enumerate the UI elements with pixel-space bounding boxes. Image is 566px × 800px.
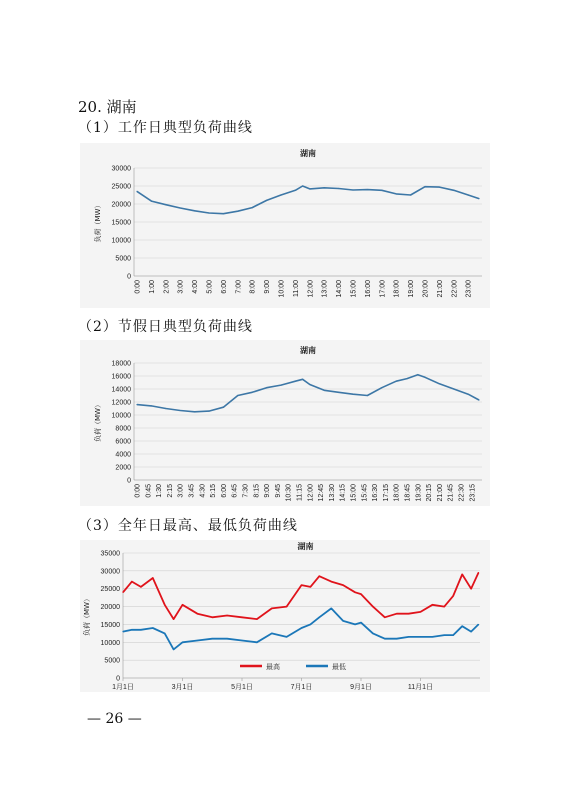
y-tick-label: 16000	[111, 373, 131, 381]
x-tick-label: 13:00	[321, 280, 329, 298]
x-tick-label: 2:15	[166, 484, 174, 498]
data-point	[468, 394, 469, 395]
data-point	[324, 187, 325, 188]
y-tick-label: 2000	[115, 464, 131, 472]
data-point	[478, 399, 479, 400]
y-tick-label: 0	[127, 273, 131, 281]
data-point	[241, 640, 242, 641]
data-point	[223, 407, 224, 408]
x-tick-label: 7:00	[235, 280, 243, 294]
data-point	[280, 194, 281, 195]
data-point	[136, 404, 137, 405]
y-tick-label: 8000	[115, 425, 131, 433]
section-title: 20. 湖南	[78, 98, 137, 116]
data-point	[453, 190, 454, 191]
data-point	[271, 608, 272, 609]
x-tick-label: 1月1日	[112, 684, 134, 691]
data-point	[439, 383, 440, 384]
data-point	[182, 604, 183, 605]
x-tick-label: 2:00	[163, 280, 171, 294]
y-tick-label: 30000	[100, 568, 120, 576]
data-point	[462, 626, 463, 627]
data-point	[331, 608, 332, 609]
data-point	[197, 640, 198, 641]
x-tick-label: 15:45	[361, 484, 369, 502]
x-tick-label: 11:15	[296, 484, 304, 501]
data-point	[182, 642, 183, 643]
data-point	[468, 194, 469, 195]
data-point	[237, 395, 238, 396]
x-tick-label: 5:00	[206, 280, 214, 294]
data-point	[372, 606, 373, 607]
data-point	[343, 620, 344, 621]
x-tick-label: 6:45	[231, 484, 239, 498]
y-tick-label: 18000	[111, 360, 131, 368]
x-tick-label: 1:30	[156, 484, 164, 498]
x-tick-label: 9:00	[264, 280, 272, 294]
data-point	[173, 618, 174, 619]
y-tick-label: 20000	[100, 604, 120, 612]
data-point	[424, 377, 425, 378]
x-tick-label: 4:00	[192, 280, 200, 294]
data-point	[470, 588, 471, 589]
data-point	[360, 593, 361, 594]
x-tick-label: 8:15	[253, 484, 261, 498]
data-point	[140, 586, 141, 587]
data-point	[367, 189, 368, 190]
data-point	[453, 595, 454, 596]
data-point	[280, 385, 281, 386]
data-point	[180, 410, 181, 411]
data-point	[310, 586, 311, 587]
data-point	[152, 577, 153, 578]
data-point	[352, 189, 353, 190]
page-number: — 26 —	[87, 711, 142, 727]
data-point	[343, 585, 344, 586]
y-tick-label: 4000	[115, 451, 131, 459]
x-tick-label: 21:45	[447, 484, 455, 502]
x-tick-label: 23:00	[465, 280, 473, 298]
data-point	[122, 592, 123, 593]
y-tick-label: 25000	[111, 183, 131, 191]
data-point	[444, 606, 445, 607]
data-point	[131, 581, 132, 582]
x-tick-label: 0:45	[145, 484, 153, 498]
workday-load-chart-svg	[80, 143, 490, 308]
data-point	[241, 617, 242, 618]
data-point	[286, 636, 287, 637]
data-point	[140, 629, 141, 630]
data-point	[478, 198, 479, 199]
data-point	[470, 631, 471, 632]
data-point	[165, 204, 166, 205]
data-point	[478, 572, 479, 573]
data-point	[227, 638, 228, 639]
data-point	[396, 638, 397, 639]
x-tick-label: 18:00	[393, 280, 401, 298]
x-tick-label: 21:00	[436, 484, 444, 502]
data-point	[164, 633, 165, 634]
data-point	[396, 613, 397, 614]
data-point	[252, 207, 253, 208]
data-point	[360, 622, 361, 623]
annual-max-min-chart-svg	[80, 540, 490, 692]
x-tick-label: 16:30	[372, 484, 380, 502]
data-point	[194, 210, 195, 211]
data-point	[324, 390, 325, 391]
data-point	[372, 633, 373, 634]
chart-title: 湖南	[300, 149, 316, 158]
x-tick-label: 10:00	[278, 280, 286, 298]
data-point	[256, 642, 257, 643]
data-point	[266, 387, 267, 388]
x-tick-label: 22:30	[458, 484, 466, 502]
data-point	[338, 392, 339, 393]
x-tick-label: 10:30	[285, 484, 293, 502]
data-point	[432, 636, 433, 637]
data-point	[301, 627, 302, 628]
data-point	[310, 624, 311, 625]
data-point	[180, 207, 181, 208]
data-point	[208, 212, 209, 213]
x-tick-label: 3月1日	[171, 684, 194, 691]
data-point	[237, 211, 238, 212]
data-point	[367, 395, 368, 396]
y-tick-label: 30000	[111, 165, 131, 173]
x-tick-label: 11:00	[292, 280, 300, 297]
data-point	[208, 411, 209, 412]
data-point	[432, 604, 433, 605]
y-tick-label: 6000	[115, 438, 131, 446]
data-point	[417, 374, 418, 375]
data-point	[462, 574, 463, 575]
subtitle-annual: （3）全年日最高、最低负荷曲线	[78, 518, 298, 534]
holiday-load-chart	[80, 340, 490, 506]
x-tick-label: 1:00	[148, 280, 156, 294]
x-tick-label: 15:00	[350, 280, 358, 298]
x-tick-label: 14:00	[336, 280, 344, 298]
y-tick-label: 0	[127, 477, 131, 485]
x-tick-label: 6:00	[220, 484, 228, 498]
y-tick-label: 15000	[100, 621, 120, 629]
series-line	[137, 186, 479, 214]
x-tick-label: 22:00	[451, 280, 459, 298]
data-point	[194, 411, 195, 412]
data-point	[295, 190, 296, 191]
x-tick-label: 14:15	[339, 484, 347, 502]
x-tick-label: 7月1日	[290, 684, 313, 691]
data-point	[309, 384, 310, 385]
data-point	[302, 379, 303, 380]
x-tick-label: 11月1日	[407, 684, 434, 691]
data-point	[424, 186, 425, 187]
data-point	[131, 629, 132, 630]
x-tick-label: 13:30	[328, 484, 336, 502]
data-point	[152, 627, 153, 628]
data-point	[173, 649, 174, 650]
y-axis-label: 负荷（MW）	[83, 595, 91, 636]
x-tick-label: 0:00	[134, 280, 142, 294]
legend-label: 最低	[332, 664, 346, 671]
x-tick-label: 20:15	[426, 484, 434, 502]
data-point	[396, 193, 397, 194]
x-tick-label: 17:15	[382, 484, 390, 502]
data-point	[319, 617, 320, 618]
x-tick-label: 12:00	[307, 280, 315, 298]
data-point	[453, 635, 454, 636]
y-tick-label: 0	[116, 675, 120, 683]
data-point	[408, 613, 409, 614]
data-point	[212, 638, 213, 639]
data-point	[165, 408, 166, 409]
x-tick-label: 3:45	[188, 484, 196, 498]
holiday-load-chart-svg	[80, 340, 490, 506]
data-point	[338, 188, 339, 189]
x-tick-label: 12:00	[307, 484, 315, 502]
data-point	[151, 201, 152, 202]
data-point	[197, 613, 198, 614]
data-point	[266, 200, 267, 201]
data-point	[420, 611, 421, 612]
data-point	[302, 185, 303, 186]
data-point	[309, 188, 310, 189]
x-tick-label: 9:00	[264, 484, 272, 498]
x-tick-label: 9月1日	[350, 684, 372, 691]
x-tick-label: 16:00	[364, 280, 372, 298]
data-point	[396, 381, 397, 382]
y-axis-label: 负荷（MW）	[94, 401, 102, 442]
x-tick-label: 21:00	[436, 280, 444, 298]
data-point	[223, 213, 224, 214]
data-point	[286, 606, 287, 607]
x-tick-label: 18:45	[404, 484, 412, 502]
x-tick-label: 12:45	[318, 484, 326, 502]
data-point	[136, 191, 137, 192]
y-tick-label: 10000	[111, 237, 131, 245]
data-point	[406, 378, 407, 379]
data-point	[319, 576, 320, 577]
data-point	[478, 624, 479, 625]
x-tick-label: 5:15	[210, 484, 218, 498]
y-tick-label: 5000	[115, 255, 131, 263]
x-tick-label: 4:30	[199, 484, 207, 498]
x-tick-label: 9:45	[274, 484, 282, 498]
x-tick-label: 19:30	[415, 484, 423, 502]
x-tick-label: 19:00	[408, 280, 416, 298]
x-tick-label: 15:00	[350, 484, 358, 502]
y-tick-label: 15000	[111, 219, 131, 227]
data-point	[453, 388, 454, 389]
chart-title: 湖南	[300, 346, 316, 355]
x-tick-label: 0:00	[134, 484, 142, 498]
subtitle-workday: （1）工作日典型负荷曲线	[78, 120, 253, 136]
x-tick-label: 7:30	[242, 484, 250, 498]
y-tick-label: 25000	[100, 586, 120, 594]
data-point	[352, 394, 353, 395]
data-point	[212, 617, 213, 618]
series-line	[137, 375, 479, 412]
annual-max-min-chart	[80, 540, 490, 692]
x-tick-label: 18:00	[393, 484, 401, 502]
legend-label: 最高	[266, 664, 280, 671]
data-point	[331, 581, 332, 582]
x-tick-label: 6:00	[220, 280, 228, 294]
data-point	[410, 194, 411, 195]
x-tick-label: 5月1日	[231, 684, 253, 691]
data-point	[420, 636, 421, 637]
data-point	[384, 617, 385, 618]
data-point	[151, 405, 152, 406]
data-point	[354, 592, 355, 593]
data-point	[301, 585, 302, 586]
subtitle-holiday: （2）节假日典型负荷曲线	[78, 319, 253, 335]
data-point	[295, 381, 296, 382]
y-tick-label: 5000	[104, 657, 120, 665]
y-tick-label: 35000	[100, 550, 120, 558]
x-tick-label: 23:15	[469, 484, 477, 502]
y-tick-label: 20000	[111, 201, 131, 209]
x-tick-label: 3:00	[177, 280, 185, 294]
series-high-line	[123, 573, 479, 620]
x-tick-label: 17:00	[379, 280, 387, 298]
y-tick-label: 14000	[111, 386, 131, 394]
data-point	[439, 186, 440, 187]
data-point	[252, 392, 253, 393]
y-tick-label: 10000	[111, 412, 131, 420]
x-tick-label: 8:00	[249, 280, 257, 294]
data-point	[381, 387, 382, 388]
data-point	[408, 636, 409, 637]
y-tick-label: 12000	[111, 399, 131, 407]
data-point	[354, 624, 355, 625]
data-point	[227, 615, 228, 616]
x-tick-label: 3:00	[177, 484, 185, 498]
data-point	[444, 635, 445, 636]
data-point	[256, 618, 257, 619]
chart-title: 湖南	[297, 542, 314, 551]
workday-load-chart	[80, 143, 490, 308]
data-point	[384, 638, 385, 639]
data-point	[122, 631, 123, 632]
y-tick-label: 10000	[100, 639, 120, 647]
y-axis-label: 负荷（MW）	[94, 201, 102, 243]
data-point	[271, 633, 272, 634]
data-point	[381, 190, 382, 191]
x-tick-label: 20:00	[422, 280, 430, 298]
data-point	[164, 604, 165, 605]
